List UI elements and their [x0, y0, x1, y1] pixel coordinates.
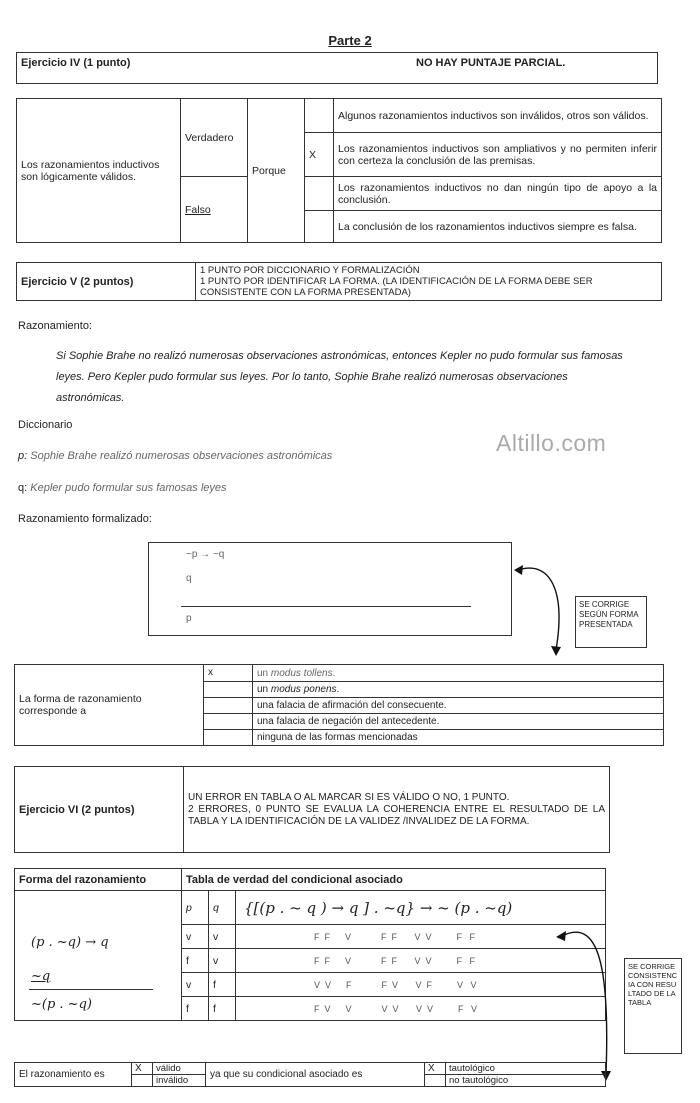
forma-option-2-pre: un — [257, 684, 271, 695]
invalido-mark — [132, 1075, 153, 1087]
formalizado-label: Razonamiento formalizado: — [18, 513, 152, 525]
razonamiento-label: Razonamiento: — [18, 320, 92, 332]
premise-2: q — [186, 573, 192, 584]
row-2-q: v — [209, 949, 236, 973]
ex6-title: Ejercicio VI (2 puntos) — [15, 767, 184, 853]
ex4-mark-cell-1 — [305, 99, 334, 133]
forma-option-2-post: . — [336, 684, 340, 695]
forma-option-1-pre: un — [257, 667, 271, 679]
conclusion: p — [186, 613, 192, 624]
dict-p-text: Sophie Brahe realizó numerosas observaciones astronómicas — [30, 450, 333, 462]
ex4-verdadero: Verdadero — [181, 99, 248, 177]
watermark: Altillo.com — [496, 430, 607, 456]
ex4-statement: Los razonamientos inductivos son lógicamente válidos. — [17, 99, 181, 243]
tauto-mark: X — [425, 1063, 446, 1075]
forma-mark-3 — [204, 698, 253, 714]
correction-arrow-2 — [548, 924, 618, 1084]
correction-note-2: SE CORRIGE CONSISTENCIA CON RESULTADO DE LA TABLA — [624, 958, 682, 1054]
form-line — [29, 989, 153, 990]
forma-option-1-post: . — [332, 667, 336, 679]
formalized-box — [148, 542, 512, 636]
form-conclusion: ~(p . ~q) — [31, 997, 92, 1012]
row-3-q: f — [209, 973, 236, 997]
correction-note-1: SE CORRIGE SEGÚN FORMA PRESENTADA — [575, 596, 647, 648]
valido-label: válido — [153, 1063, 206, 1075]
var-p-header: p — [182, 891, 209, 925]
ex5-header — [16, 262, 662, 301]
argument-form — [15, 891, 182, 1021]
forma-option-3: una falacia de afirmación del consecuente. — [253, 698, 664, 714]
forma-mark: x — [204, 665, 253, 682]
row-2-values: F F V F F V V F F — [236, 949, 606, 973]
forma-option-5: ninguna de las formas mencionadas — [253, 730, 664, 746]
correction-arrow-1 — [510, 560, 580, 660]
page-title: Parte 2 — [328, 33, 372, 48]
forma-option-4: una falacia de negación del antecedente. — [253, 714, 664, 730]
row-4-p: f — [182, 997, 209, 1021]
ex6-criteria: UN ERROR EN TABLA O AL MARCAR SI ES VÁLIDO O NO, 1 PUNTO. 2 ERRORES, 0 PUNTO SE EVALUA LA COHERENCIA ENTRE EL RESULTADO DE LA TABLA Y LA IDENTIFICACIÓN DE LA VALIDEZ /INVALIDEZ DE LA FORMA. — [184, 767, 610, 853]
form-premise-2: ~q — [31, 969, 51, 984]
conclusion-table — [14, 1062, 606, 1087]
ex5-title: Ejercicio V (2 puntos) — [17, 263, 196, 301]
invalido-label: inválido — [153, 1075, 206, 1087]
row-2-p: f — [182, 949, 209, 973]
col1-header: Forma del razonamiento — [15, 869, 182, 891]
ex4-option-1: Algunos razonamientos inductivos son inválidos, otros son válidos. — [334, 99, 662, 133]
ex4-option-3: Los razonamientos inductivos no dan ningún tipo de apoyo a la conclusión. — [334, 177, 662, 211]
ex4-header — [16, 52, 658, 84]
ex4-falso-label: Falso — [185, 203, 211, 216]
col2-header: Tabla de verdad del condicional asociado — [182, 869, 606, 891]
ex4-note: NO HAY PUNTAJE PARCIAL. — [416, 57, 566, 69]
truth-table — [14, 868, 606, 1021]
row-3-p: v — [182, 973, 209, 997]
forma-mark-5 — [204, 730, 253, 746]
no-tauto-mark — [425, 1075, 446, 1087]
ex4-mark-cell-4 — [305, 211, 334, 243]
forma-label: La forma de razonamiento corresponde a — [15, 665, 204, 746]
forma-option-2-em: modus ponens — [270, 684, 337, 695]
forma-option-1-em: modus tollens — [270, 667, 333, 679]
conclusion-line — [181, 606, 471, 607]
ex5-criteria: 1 PUNTO POR DICCIONARIO Y FORMALIZACIÓN 1 PUNTO POR IDENTIFICAR LA FORMA. (LA IDENTIFICACIÓN DE LA FORMA DEBE SER CONSISTENTE CON LA FORMA PRESENTADA) — [196, 263, 662, 301]
ex4-table — [16, 98, 662, 243]
row-1-p: v — [182, 925, 209, 949]
row-4-q: f — [209, 997, 236, 1021]
forma-table — [14, 664, 664, 746]
conclusion-label: El razonamiento es — [15, 1063, 132, 1087]
ex4-porque: Porque — [248, 99, 305, 243]
row-1-q: v — [209, 925, 236, 949]
ex4-mark-cell-3 — [305, 177, 334, 211]
forma-mark-2 — [204, 682, 253, 698]
formula: {[(p . ~ q ) → q ] . ~q} → ~ (p . ~q) — [236, 891, 606, 925]
premise-1: ~p → ~q — [186, 549, 225, 560]
valido-mark: X — [132, 1063, 153, 1075]
conclusion-middle: ya que su condicional asociado es — [206, 1063, 425, 1087]
dict-q-label: q: — [18, 482, 28, 494]
var-q-header: q — [209, 891, 236, 925]
ex4-option-2: Los razonamientos inductivos son ampliativos y no permiten inferir con certeza la conclusión de las premisas. — [334, 133, 662, 177]
tauto-label: tautológico — [446, 1063, 606, 1075]
row-4-values: F V V V V V V F V — [236, 997, 606, 1021]
ex4-mark-cell-2: X — [305, 133, 334, 177]
dict-q — [18, 482, 227, 494]
forma-mark-4 — [204, 714, 253, 730]
dict-p-label: p: — [18, 450, 28, 462]
ex6-header — [14, 766, 610, 853]
ex4-option-4: La conclusión de los razonamientos inductivos siempre es falsa. — [334, 211, 662, 243]
razonamiento-text: Si Sophie Brahe no realizó numerosas observaciones astronómicas, entonces Kepler no pudo formular sus famosas leyes. Pero Kepler pudo formular sus leyes. Por lo tanto, Sophie Brahe realizó numerosas observaciones astronómicas. — [56, 350, 623, 404]
forma-option-1 — [253, 665, 664, 682]
ex4-title: Ejercicio IV (1 punto) — [21, 57, 131, 69]
no-tauto-label: no tautológico — [446, 1075, 606, 1087]
dict-p — [18, 450, 332, 462]
forma-option-2 — [253, 682, 664, 698]
dict-q-text: Kepler pudo formular sus famosas leyes — [30, 482, 227, 494]
form-premise-1: (p . ~q) → q — [31, 935, 109, 950]
diccionario-label: Diccionario — [18, 419, 73, 431]
ex4-falso — [181, 177, 248, 243]
row-3-values: V V F F V V F V V — [236, 973, 606, 997]
row-1-values: F F V F F V V F F — [236, 925, 606, 949]
